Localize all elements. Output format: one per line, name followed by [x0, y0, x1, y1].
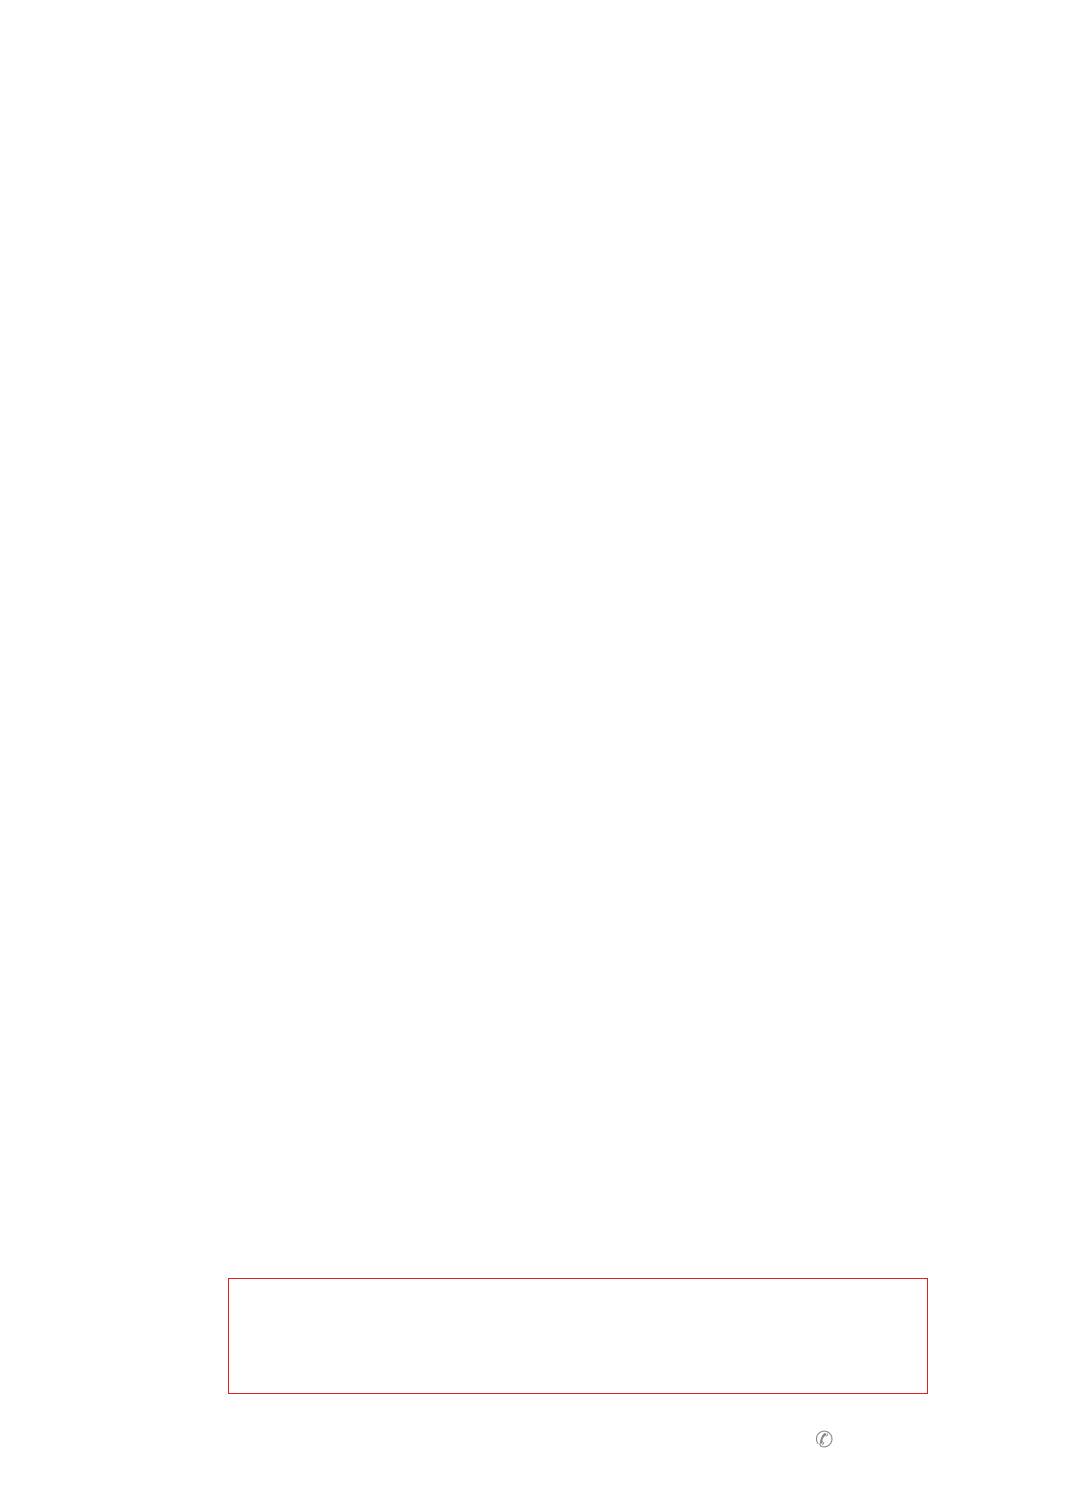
wechat-account	[815, 1428, 833, 1452]
wechat-icon: ✆	[815, 1427, 834, 1452]
fretboard-scale-diagram	[228, 1278, 928, 1394]
